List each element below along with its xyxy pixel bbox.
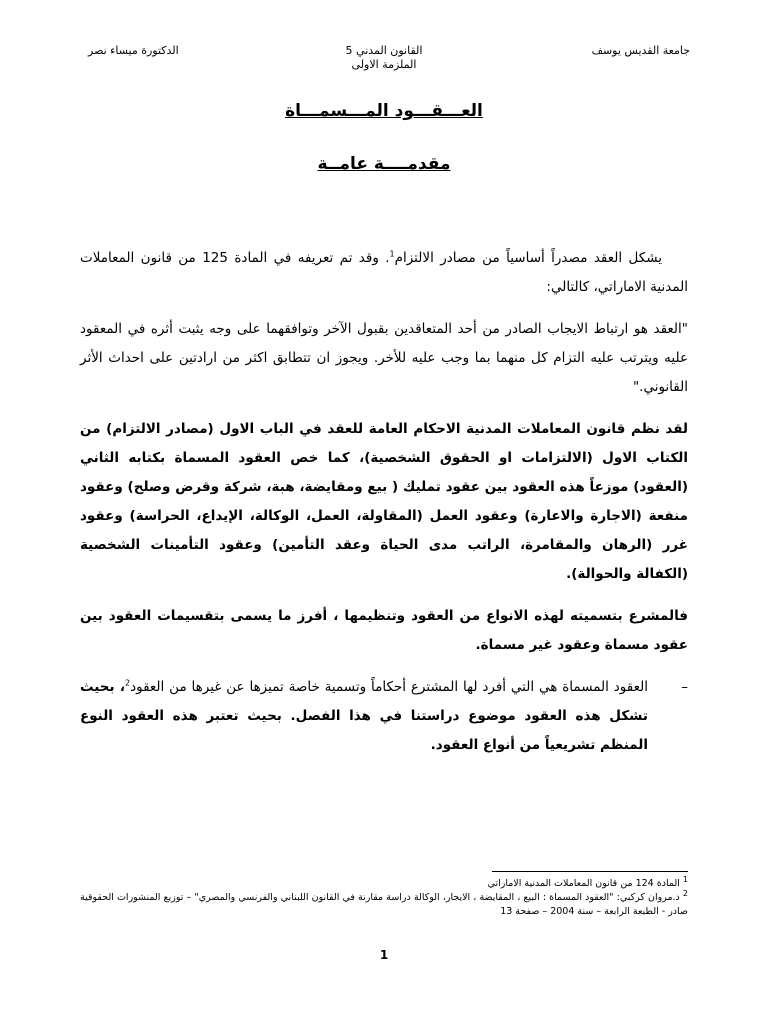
header-course-title: القانون المدني 5 — [345, 44, 423, 57]
paragraph-4: فالمشرع بتسميته لهذه الانواع من العقود وتنظيمها ، أفرز ما يسمى بتقسيمات العقود بين عقود مسماة وعقود غير مسماة. — [80, 608, 688, 653]
bullet-text — [80, 673, 648, 760]
footnote-ref-2[interactable]: 2 — [125, 678, 131, 688]
header-author: الدكتورة ميساء نصر — [88, 44, 179, 57]
bullet-item — [80, 673, 688, 760]
subtitle: مقدمــــة عامــة — [317, 154, 451, 174]
paragraph-1-start: يشكل العقد مصدراً أساسياً من مصادر الالتزام — [394, 250, 662, 266]
footnote-1-text: المادة 124 من قانون المعاملات المدنية الاماراتي — [487, 878, 680, 889]
bullet-text-start: العقود المسماة هي التي أفرد لها المشترع أحكاماً وتسمية خاصة تميزها عن غيرها من العقود — [130, 679, 648, 695]
header-university: جامعة القديس يوسف — [591, 44, 690, 57]
paragraph-1 — [80, 244, 688, 302]
footnote-separator — [492, 871, 688, 872]
footnote-1 — [80, 874, 688, 891]
footnote-2 — [80, 888, 688, 919]
page-number: 1 — [379, 948, 389, 962]
main-title: العـــقـــود المـــسمـــاة — [285, 101, 483, 121]
paragraph-1-end: . وقد تم تعريفه في المادة 125 من قانون المعاملات المدنية الاماراتي، كالتالي: — [80, 250, 688, 295]
bullet-dash: – — [681, 679, 688, 695]
footnote-2-text: د.مروان كركبي: "العقود المسماة : البيع ، المقايضة ، الايجار، الوكالة دراسة مقارنة في القانون اللبناني والفرنسي والمصري" – توزيع المنشورات الحقوقية صادر - الطبعة الرابعة – سنة 2004 – صفحة 13 — [80, 892, 688, 917]
bullet-text-end: ، بحيث تشكل هذه العقود موضوع دراستنا في هذا الفصل. بحيث تعتبر هذه العقود النوع المنظم تشريعياً من أنواع العقود. — [80, 679, 648, 753]
footnote-2-number: 2 — [682, 888, 688, 898]
body-text — [80, 244, 688, 760]
paragraph-3: لقد نظم قانون المعاملات المدنية الاحكام العامة للعقد في الباب الاول (مصادر الالتزام) من الكتاب الاول (الالتزامات او الحقوق الشخصية)، كما خص العقود المسماة بكتابه الثاني (العقود) موزعاً هذه العقود بين عقود تمليك ( بيع ومقايضة، هبة، شركة وقرض وصلح) وعقود منفعة (الاجارة والاعارة) وعقود العمل (المقاولة، العمل، الوكالة، الإيداع، الحراسة) وعقود غرر (الرهان والمقامرة، الراتب مدى الحياة وعقد التأمين) وعقود التأمينات الشخصية (الكفالة والحوالة). — [80, 421, 688, 582]
footnotes — [80, 874, 688, 919]
paragraph-2-definition-quote: "العقد هو ارتباط الايجاب الصادر من أحد المتعاقدين بقبول الآخر وتوافقهما على وجه يثبت أثره في المعقود عليه ويترتب عليه التزام كل منهما بما وجب عليه للأخر. ويجوز ان تتطابق اكثر من ارادتين على احداث الأثر القانوني." — [80, 321, 688, 395]
footnote-ref-1[interactable]: 1 — [389, 249, 395, 259]
footnote-1-number: 1 — [682, 874, 688, 884]
header-booklet: الملزمة الاولى — [351, 58, 417, 71]
